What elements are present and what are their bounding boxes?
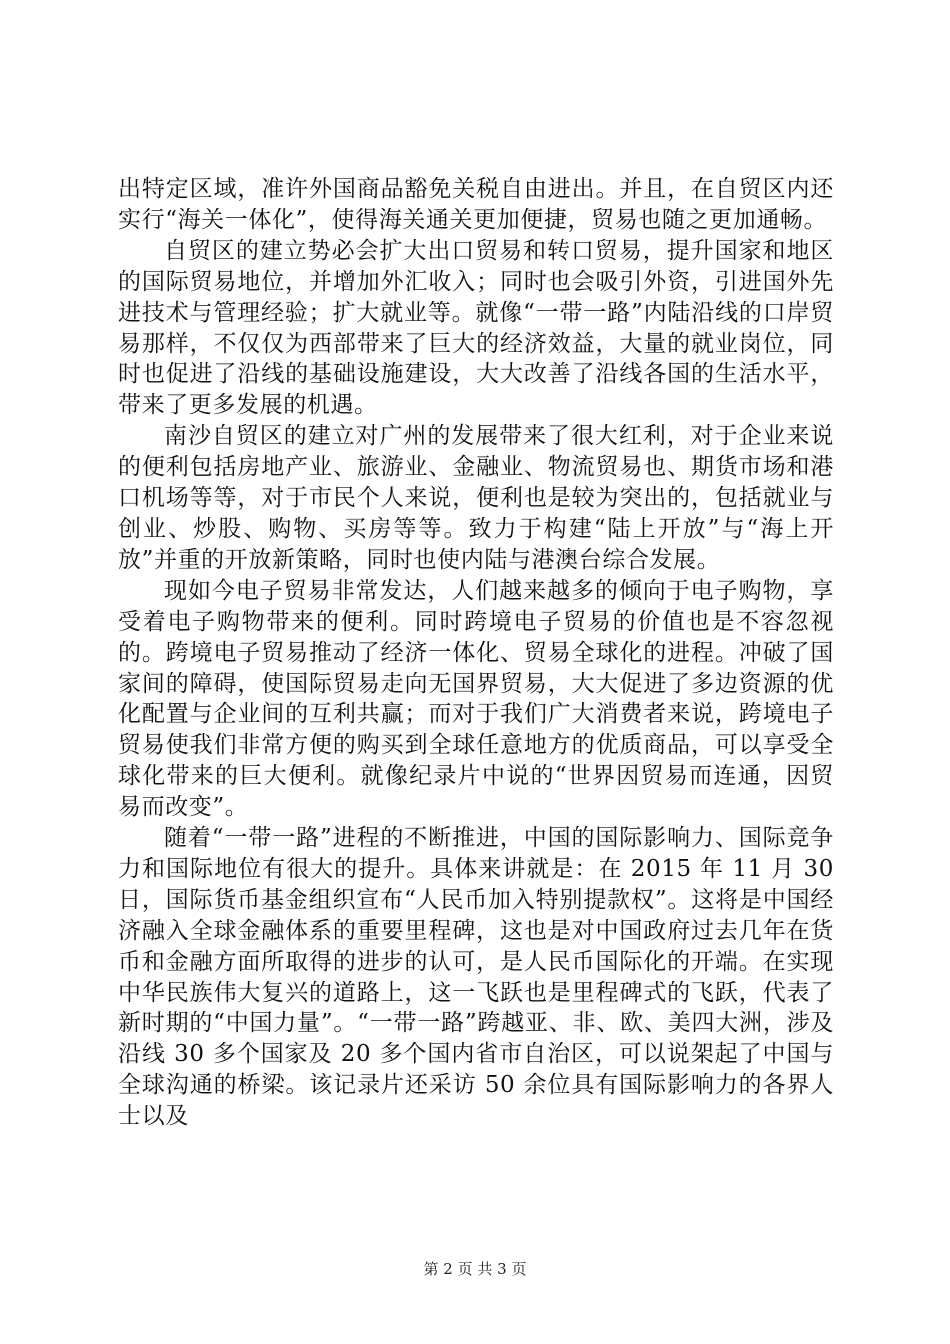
paragraph-belt-and-road: 随着“一带一路”进程的不断推进，中国的国际影响力、国际竞争力和国际地位有很大的提升。具体来讲就是：在 2015 年 11 月 30 日，国际货币基金组织宣布“人民币加入特别提款权”。这将是中国经济融入全球金融体系的重要里程碑，这也是对中国政府过去几年在货币和金融方面所取得的进步的认可，是人民币国际化的开端。在实现中华民族伟大复兴的道路上，这一飞跃也是里程碑式的飞跃，代表了新时期的“中国力量”。“一带一路”跨越亚、非、欧、美四大洲，涉及沿线 30 多个国家及 20 多个国内省市自治区，可以说架起了中国与全球沟通的桥梁。该记录片还采访 50 余位具有国际影响力的各界人士以及 xyxy=(118,825,834,1130)
page-number-footer: 第 2 页 共 3 页 xyxy=(423,1260,527,1278)
paragraph-e-commerce: 现如今电子贸易非常发达，人们越来越多的倾向于电子购物，享受着电子购物带来的便利。同时跨境电子贸易的价值也是不容忽视的。跨境电子贸易推动了经济一体化、贸易全球化的进程。冲破了国家间的障碍，使国际贸易走向无国界贸易，大大促进了多边资源的优化配置与企业间的互利共赢；而对于我们广大消费者来说，跨境电子贸易使我们非常方便的购买到全球任意地方的优质商品，可以享受全球化带来的巨大便利。就像纪录片中说的“世界因贸易而连通，因贸易而改变”。 xyxy=(118,577,834,821)
paragraph-continuation: 出特定区域，准许外国商品豁免关税自由进出。并且，在自贸区内还实行“海关一体化”，使得海关通关更加便捷，贸易也随之更加通畅。 xyxy=(118,176,834,233)
paragraph-nansha: 南沙自贸区的建立对广州的发展带来了很大红利，对于企业来说的便利包括房地产业、旅游业、金融业、物流贸易也、期货市场和港口机场等等，对于市民个人来说，便利也是较为突出的，包括就业与创业、炒股、购物、买房等等。致力于构建“陆上开放”与“海上开放”并重的开放新策略，同时也使内陆与港澳台综合发展。 xyxy=(118,423,834,573)
document-body xyxy=(118,174,834,1132)
paragraph-free-trade-zone: 自贸区的建立势必会扩大出口贸易和转口贸易，提升国家和地区的国际贸易地位，并增加外汇收入；同时也会吸引外资，引进国外先进技术与管理经验；扩大就业等。就像“一带一路”内陆沿线的口岸贸易那样，不仅仅为西部带来了巨大的经济效益，大量的就业岗位，同时也促进了沿线的基础设施建设，大大改善了沿线各国的生活水平，带来了更多发展的机遇。 xyxy=(118,237,834,419)
